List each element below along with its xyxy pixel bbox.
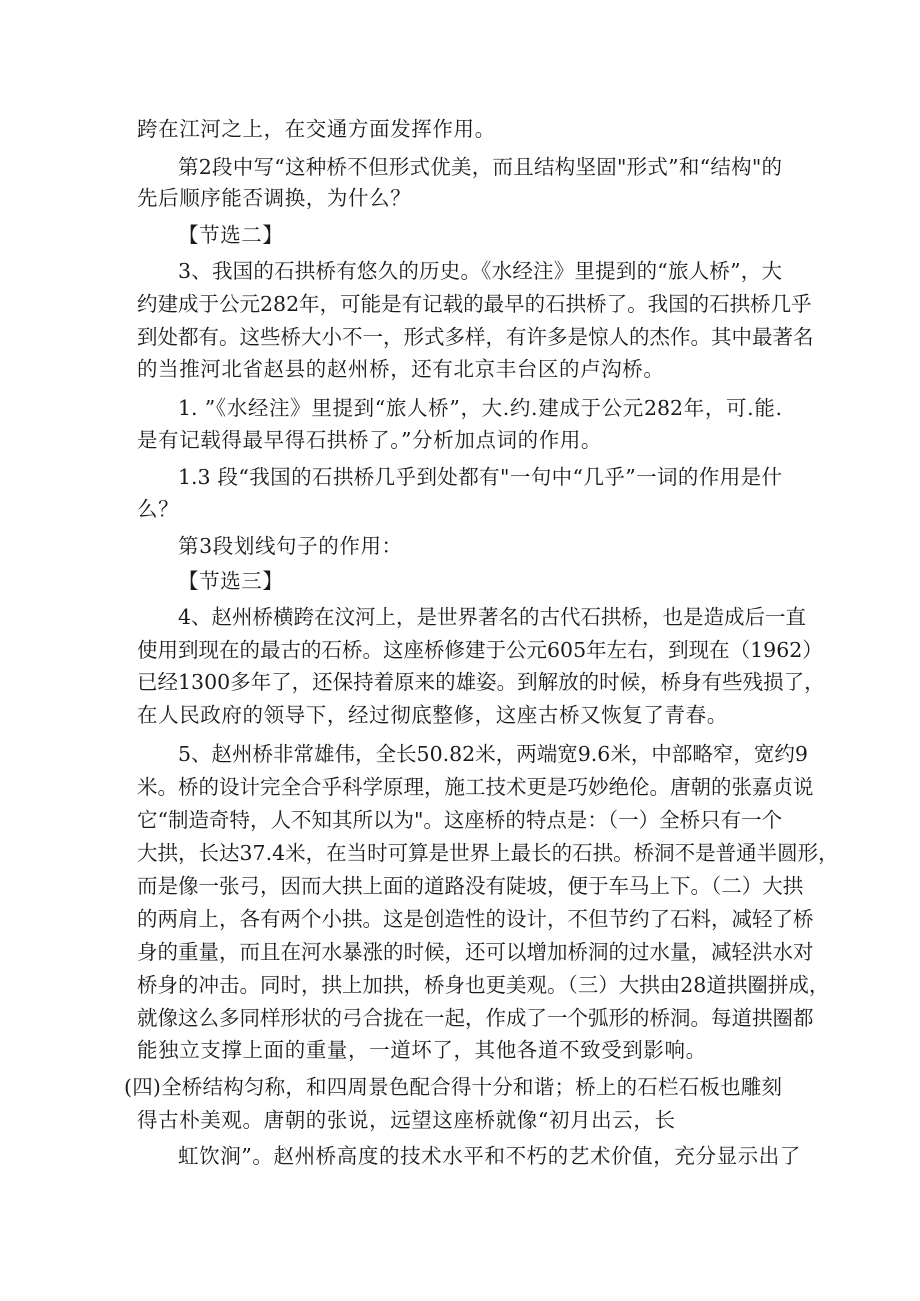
text-line-28: 能独立支撑上面的重量，一道坏了，其他各道不致受到影响。 — [137, 1038, 707, 1062]
text-line-23: 而是像一张弓，因而大拱上面的道路没有陡坡，便于车马上下。（二）大拱 — [137, 874, 804, 898]
text-line-25: 身的重量，而且在河水暴涨的时候，还可以增加桥洞的过水量，减轻洪水对 — [137, 940, 814, 964]
text-line-18: 在人民政府的领导下，经过彻底整修，这座古桥又恢复了青春。 — [137, 703, 728, 727]
text-line-26: 桥身的冲击。同时，拱上加拱，桥身也更美观。（三）大拱由28道拱圈拼成， — [137, 973, 830, 997]
section-heading-3: 【节选三】 — [178, 569, 284, 593]
text-line-1: 跨在江河之上，在交通方面发挥作用。 — [137, 117, 496, 141]
text-line-6: 约建成于公元282年，可能是有记载的最早的石拱桥了。我国的石拱桥几乎 — [137, 292, 812, 316]
question-line-2a: 1.3 段“我国的石拱桥几乎到处都有"一句中“几乎”一词的作用是什 — [178, 465, 782, 489]
question-line-1b: 是有记载得最早得石拱桥了。”分析加点词的作用。 — [137, 428, 603, 452]
text-line-5: 3、我国的石拱桥有悠久的历史。《水经注》里提到的“旅人桥”，大 — [178, 259, 782, 283]
text-line-21: 它“制造奇特，人不知其所以为"。这座桥的特点是：（一）全桥只有一个 — [137, 808, 783, 832]
question-line-3: 第3段划线句子的作用： — [178, 534, 403, 558]
text-line-8: 的当推河北省赵县的赵州桥，还有北京丰台区的卢沟桥。 — [137, 357, 665, 381]
text-line-19: 5、赵州桥非常雄伟，全长50.82米，两端宽9.6米，中部略窄，宽约9 — [178, 742, 808, 766]
text-line-30: 得古朴美观。唐朝的张说，远望这座桥就像“初月出云，长 — [137, 1108, 676, 1132]
text-line-20: 米。桥的设计完全合乎科学原理，施工技术更是巧妙绝伦。唐朝的张嘉贞说 — [137, 775, 814, 799]
text-line-15: 4、赵州桥横跨在汶河上，是世界著名的古代石拱桥，也是造成后一直 — [178, 605, 807, 629]
text-line-3: 先后顺序能否调换，为什么？ — [137, 186, 412, 210]
text-line-22: 大拱，长达37.4米，在当时可算是世界上最长的石拱。桥洞不是普通半圆形， — [137, 841, 839, 865]
text-line-24: 的两肩上，各有两个小拱。这是创造性的设计，不但节约了石料，减轻了桥 — [137, 907, 814, 931]
section-heading-2: 【节选二】 — [178, 223, 284, 247]
question-line-1a: 1. ”《水经注》里提到“旅人桥”，大.约.建成于公元282年，可.能. — [178, 396, 782, 420]
text-line-7: 到处都有。这些桥大小不一，形式多样，有许多是惊人的杰作。其中最著名 — [137, 325, 814, 349]
text-line-2: 第2段中写“这种桥不但形式优美，而且结构坚固"形式”和“结构"的 — [178, 155, 782, 179]
text-line-29: (四)全桥结构匀称，和四周景色配合得十分和谐；桥上的石栏石板也雕刻 — [124, 1075, 782, 1099]
question-line-2b: 么？ — [137, 497, 180, 521]
text-line-27: 就像这么多同样形状的弓合拢在一起，作成了一个弧形的桥洞。每道拱圈都 — [137, 1006, 814, 1030]
text-line-31: 虹饮涧”。赵州桥高度的技术水平和不朽的艺术价值，充分显示出了 — [178, 1144, 801, 1168]
text-line-17: 已经1300多年了，还保持着原来的雄姿。到解放的时候，桥身有些残损了， — [137, 670, 825, 694]
text-line-16: 使用到现在的最古的石桥。这座桥修建于公元605年左右，到现在（1962） — [137, 638, 823, 662]
